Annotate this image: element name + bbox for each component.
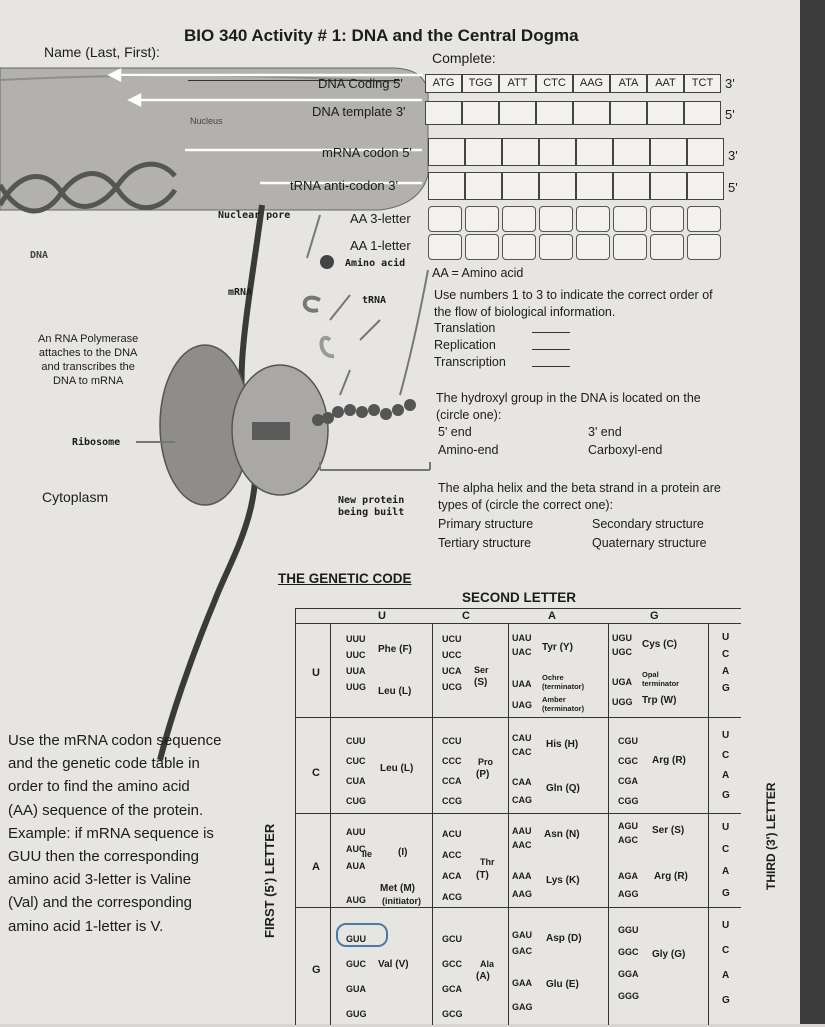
hydroxyl-question: The hydroxyl group in the DNA is located on the (circle one): (436, 391, 701, 422)
aa-ile-code: (I) (398, 847, 408, 858)
aa-note: AA = Amino acid (432, 266, 524, 280)
name-label: Name (Last, First): (44, 44, 160, 60)
trna-5-end: 5' (728, 180, 738, 195)
amino-acid-label: Amino acid (345, 258, 406, 269)
aa1-input[interactable] (650, 234, 684, 260)
trna-input[interactable] (465, 172, 502, 200)
mrna-input[interactable] (687, 138, 724, 166)
complete-label: Complete: (432, 50, 496, 66)
codon-uag: UAG (512, 700, 532, 710)
table-edge-background (800, 0, 825, 1024)
row-label-dna-template: DNA template 3' (312, 104, 406, 119)
aa-ochre: Ochre (terminator) (542, 673, 585, 691)
aa3-input[interactable] (539, 206, 573, 232)
codons-ca-1: CAU CAC (512, 733, 532, 757)
second-u: U (378, 610, 386, 622)
first-a: A (312, 861, 320, 873)
row-label-trna: tRNA anti-codon 3' (290, 178, 398, 193)
aa-leu-2: Leu (L) (380, 763, 414, 774)
codons-ag-2: AGA AGG (618, 871, 639, 899)
codons-ag-1: AGU AGC (618, 821, 638, 845)
coding-codon: AAG (573, 74, 610, 93)
aa-glu: Glu (E) (546, 979, 579, 990)
order-items: Translation Replication Transcription (434, 321, 506, 369)
aa-trp: Trp (W) (642, 695, 677, 706)
row-label-aa1: AA 1-letter (350, 238, 411, 253)
third-letters-c: U C A G (722, 730, 730, 801)
codons-uc: UCU UCC UCA UCG (442, 634, 462, 692)
trna-input[interactable] (650, 172, 687, 200)
structure-question: The alpha helix and the beta strand in a protein are types of (circle the correct one): (438, 481, 721, 512)
protein-chain (312, 399, 416, 426)
aa1-input[interactable] (539, 234, 573, 260)
mrna-input[interactable] (428, 138, 465, 166)
genetic-code-title: THE GENETIC CODE (278, 571, 412, 586)
mrna-input[interactable] (576, 138, 613, 166)
option-3-end[interactable]: 3' end (588, 425, 622, 439)
coding-codon: ATA (610, 74, 647, 93)
third-letter-label: THIRD (3') LETTER (764, 782, 778, 890)
codons-cg: CGU CGC CGA CGG (618, 736, 639, 806)
coding-codon: ATG (425, 74, 462, 93)
codons-cu: CUU CUC CUA CUG (346, 736, 366, 806)
trna-shape (305, 298, 320, 311)
coding-codon: TGG (462, 74, 499, 93)
coding-codon: TCT (684, 74, 721, 93)
aa-ile-name: Ile (362, 849, 373, 859)
first-letter-label: FIRST (5') LETTER (262, 823, 277, 938)
page-title: BIO 340 Activity # 1: DNA and the Central Dogma (184, 26, 579, 45)
option-5-end[interactable]: 5' end (438, 425, 472, 439)
template-input[interactable] (610, 101, 647, 125)
codons-ga-2: GAA GAG (512, 978, 533, 1012)
aa3-input[interactable] (650, 206, 684, 232)
aa-opal: Opal terminator (642, 670, 680, 688)
codons-gc: GCU GCC GCA GCG (442, 934, 463, 1019)
aa-ala-code: (A) (476, 971, 490, 982)
third-letters-u: U C A G (722, 632, 730, 694)
aa-pro-name: Pro (478, 757, 494, 767)
aa-ser-code: (S) (474, 677, 488, 688)
codons-ga-1: GAU GAC (512, 930, 532, 956)
codon-uga: UGA (612, 677, 632, 687)
codons-cc: CCU CCC CCA CCG (442, 736, 462, 806)
trna-input[interactable] (613, 172, 650, 200)
option-primary[interactable]: Primary structure (438, 517, 534, 531)
option-carboxyl-end[interactable]: Carboxyl-end (588, 443, 663, 457)
genetic-code-table (295, 608, 741, 1025)
option-amino-end[interactable]: Amino-end (438, 443, 499, 457)
template-input[interactable] (573, 101, 610, 125)
codon-aug: AUG (346, 895, 366, 905)
third-letters-a: U C A G (722, 822, 730, 899)
dna-label: DNA (30, 250, 49, 261)
template-input[interactable] (536, 101, 573, 125)
aa-val: Val (V) (378, 959, 409, 970)
trna-input[interactable] (576, 172, 613, 200)
aa-pro-code: (P) (476, 769, 490, 780)
template-input[interactable] (684, 101, 721, 125)
aa-tyr: Tyr (Y) (542, 642, 573, 653)
aa3-input[interactable] (428, 206, 462, 232)
aa-arg: Arg (R) (652, 755, 686, 766)
row-label-dna-coding: DNA Coding 5' (318, 76, 403, 91)
codons-au: AUU AUC AUA (346, 827, 366, 871)
transcription-blank[interactable] (532, 366, 570, 367)
aa3-input[interactable] (465, 206, 499, 232)
codon-uaa: UAA (512, 679, 532, 689)
second-c: C (462, 610, 470, 622)
row-label-mrna: mRNA codon 5' (322, 145, 412, 160)
aa-gln: Gln (Q) (546, 783, 580, 794)
order-question: Use numbers 1 to 3 to indicate the correct order of the flow of biological information. (434, 288, 713, 319)
aa1-input[interactable] (428, 234, 462, 260)
template-5-end: 5' (725, 107, 735, 122)
aa-gly: Gly (G) (652, 949, 686, 960)
codons-ac: ACU ACC ACA ACG (442, 829, 462, 902)
aa1-input[interactable] (687, 234, 721, 260)
aa-thr-code: (T) (476, 870, 489, 881)
codons-gg: GGU GGC GGA GGG (618, 925, 640, 1001)
mrna-input[interactable] (465, 138, 502, 166)
aa-lys: Lys (K) (546, 875, 580, 886)
option-quaternary[interactable]: Quaternary structure (592, 536, 707, 550)
mrna-input[interactable] (502, 138, 539, 166)
template-input[interactable] (499, 101, 536, 125)
aa-his: His (H) (546, 739, 579, 750)
second-letter-label: SECOND LETTER (462, 590, 577, 605)
aa-arg-2: Arg (R) (654, 871, 688, 882)
aa-leu: Leu (L) (378, 686, 412, 697)
codons-gu: GUU GUC GUA GUG (346, 934, 367, 1019)
nucleus-label: Nucleus (190, 116, 223, 126)
aa3-input[interactable] (502, 206, 536, 232)
second-a: A (548, 610, 556, 622)
mrna-3-end: 3' (728, 148, 738, 163)
new-protein-label: New protein being built (338, 495, 405, 518)
option-tertiary[interactable]: Tertiary structure (438, 536, 532, 550)
trna-input[interactable] (428, 172, 465, 200)
option-secondary[interactable]: Secondary structure (592, 517, 704, 531)
aa3-input[interactable] (687, 206, 721, 232)
aa1-input[interactable] (613, 234, 647, 260)
aa-ala-name: Ala (480, 959, 495, 969)
trna-input[interactable] (687, 172, 724, 200)
codons-aa-1: AAU AAC (512, 826, 532, 850)
polymerase-note: An RNA Polymerase attaches to the DNA and transcribes the DNA to mRNA (38, 333, 139, 387)
aa1-input[interactable] (465, 234, 499, 260)
aa3-input[interactable] (576, 206, 610, 232)
aa-met: Met (M) (380, 883, 415, 894)
coding-codon: AAT (647, 74, 684, 93)
aa-phe: Phe (F) (378, 644, 412, 655)
aa1-input[interactable] (502, 234, 536, 260)
cytoplasm-label: Cytoplasm (42, 489, 109, 505)
first-c: C (312, 767, 320, 779)
trna-label: tRNA (362, 295, 387, 306)
codons-ua: UAU UAC (512, 633, 532, 657)
row-label-aa3: AA 3-letter (350, 211, 411, 226)
replication-blank[interactable] (532, 349, 570, 350)
aa-amber: Amber (terminator) (542, 695, 585, 713)
aa-cys: Cys (C) (642, 639, 678, 650)
third-letters-g: U C A G (722, 920, 730, 1006)
mrna-input[interactable] (539, 138, 576, 166)
trna-input[interactable] (502, 172, 539, 200)
codons-uu: UUU UUC UUA UUG (346, 634, 366, 692)
coding-3-end: 3' (725, 76, 735, 91)
aa-asn: Asn (N) (544, 829, 580, 840)
aa-asp: Asp (D) (546, 933, 582, 944)
instructions: Use the mRNA codon sequence and the genetic code table in order to find the amino acid (AA) sequence of the protein. Example: if mRNA sequence is GUU then the corresponding amino acid 3-letter is Valine (Val) and the corresponding amino acid 1-letter is V. (8, 732, 222, 935)
aa-met-initiator: (initiator) (382, 896, 421, 906)
aa-ser-name: Ser (474, 665, 489, 675)
translation-blank[interactable] (532, 332, 570, 333)
template-input[interactable] (647, 101, 684, 125)
second-g: G (650, 610, 659, 622)
codons-aa-2: AAA AAG (512, 871, 532, 899)
nuclear-pore-label: Nuclear pore (218, 210, 291, 221)
coding-codon: ATT (499, 74, 536, 93)
aa3-input[interactable] (613, 206, 647, 232)
trna-input[interactable] (539, 172, 576, 200)
aa1-input[interactable] (576, 234, 610, 260)
codons-ug: UGU UGC (612, 633, 632, 657)
mrna-input[interactable] (650, 138, 687, 166)
ribosome-label: Ribosome (72, 437, 121, 448)
template-input[interactable] (425, 101, 462, 125)
codons-ca-2: CAA CAG (512, 777, 532, 805)
first-g: G (312, 964, 321, 976)
aa-thr-name: Thr (480, 857, 495, 867)
mrna-input[interactable] (613, 138, 650, 166)
first-u: U (312, 667, 320, 679)
codon-ugg: UGG (612, 697, 633, 707)
template-input[interactable] (462, 101, 499, 125)
mrna-label: mRNA (228, 287, 253, 298)
coding-codon: CTC (536, 74, 573, 93)
aa-ser-2: Ser (S) (652, 825, 685, 836)
